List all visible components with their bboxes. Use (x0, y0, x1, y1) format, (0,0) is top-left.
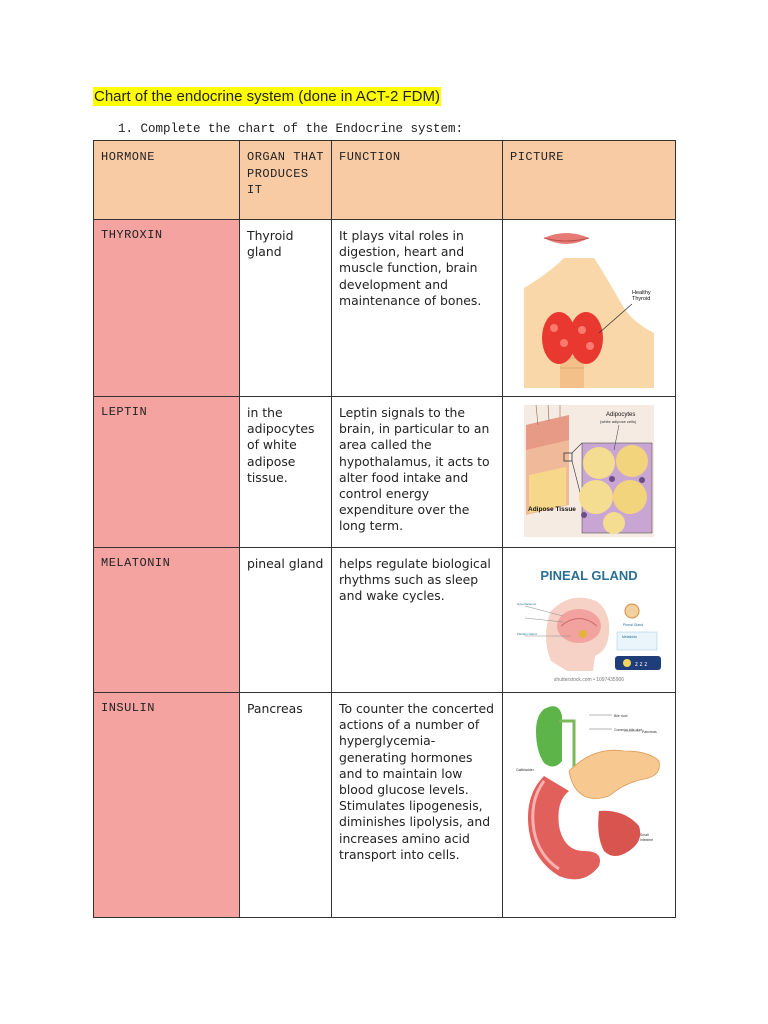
hormone-cell: MELATONIN (94, 548, 240, 693)
svg-text:Pituitary Gland: Pituitary Gland (517, 632, 537, 636)
adipose-tissue-illustration (524, 405, 654, 537)
pancreas-label: Pancreas (642, 730, 657, 734)
function-cell: Leptin signals to the brain, in particular to an area called the hypothalamus, it acts to alter food intake and control energy expenditure over the long term. (332, 397, 503, 548)
picture-cell (503, 693, 676, 918)
svg-text:z z z: z z z (635, 662, 648, 668)
table-row (94, 693, 676, 918)
svg-text:Healthy: Healthy (632, 290, 651, 296)
header-organ: ORGAN THAT PRODUCES IT (240, 141, 332, 220)
image-credit: shutterstock.com • 1097435906 (553, 677, 625, 683)
svg-text:Pineal Gland: Pineal Gland (623, 623, 644, 627)
instruction-text: 1. Complete the chart of the Endocrine system: (118, 122, 464, 136)
header-picture: PICTURE (503, 141, 676, 220)
melatonin-label: Melatonin (622, 635, 638, 639)
table-row (94, 548, 676, 693)
function-cell: It plays vital roles in digestion, heart and muscle function, brain development and maintenance of bones. (332, 220, 503, 397)
header-function: FUNCTION (332, 141, 503, 220)
picture-cell (503, 397, 676, 548)
svg-text:Common bile duct: Common bile duct (614, 728, 643, 732)
header-row (94, 141, 676, 220)
svg-text:Thyroid: Thyroid (632, 296, 651, 302)
organ-cell: pineal gland (240, 548, 332, 693)
adipocytes-label: Adipocytes (606, 412, 636, 418)
function-cell: helps regulate biological rhythms such as sleep and wake cycles. (332, 548, 503, 693)
hormone-cell: INSULIN (94, 693, 240, 918)
function-cell: To counter the concerted actions of a number of hyperglycemia-generating hormones and to maintain low blood glucose levels. Stimulates lipogenesis, diminishes lipolysis, and increases amino acid transport into cells. (332, 693, 503, 918)
organ-cell: Thyroid gland (240, 220, 332, 397)
svg-text:Bile duct: Bile duct (614, 714, 628, 718)
pineal-gland-illustration (511, 556, 667, 684)
svg-text:Small: Small (640, 833, 649, 837)
pineal-gland-heading: PINEAL GLAND (540, 568, 638, 583)
table-row (94, 397, 676, 548)
organ-cell: in the adipocytes of white adipose tissue. (240, 397, 332, 548)
svg-text:Hypothalamus: Hypothalamus (517, 602, 537, 606)
page-title: Chart of the endocrine system (done in ACT-2 FDM) (94, 88, 440, 105)
organ-cell: Pancreas (240, 693, 332, 918)
picture-cell (503, 548, 676, 693)
adipose-tissue-label: Adipose Tissue (528, 506, 576, 513)
pancreas-illustration (514, 701, 664, 891)
picture-cell (503, 220, 676, 397)
svg-text:Gallbladder: Gallbladder (516, 768, 534, 772)
header-hormone: HORMONE (94, 141, 240, 220)
hormone-cell: LEPTIN (94, 397, 240, 548)
hormone-cell: THYROXIN (94, 220, 240, 397)
thyroid-illustration (524, 228, 654, 388)
adipocytes-sublabel: (white adipose cells) (600, 419, 637, 424)
table-row (94, 220, 676, 397)
endocrine-chart (93, 140, 676, 918)
svg-text:intestine: intestine (640, 838, 654, 842)
